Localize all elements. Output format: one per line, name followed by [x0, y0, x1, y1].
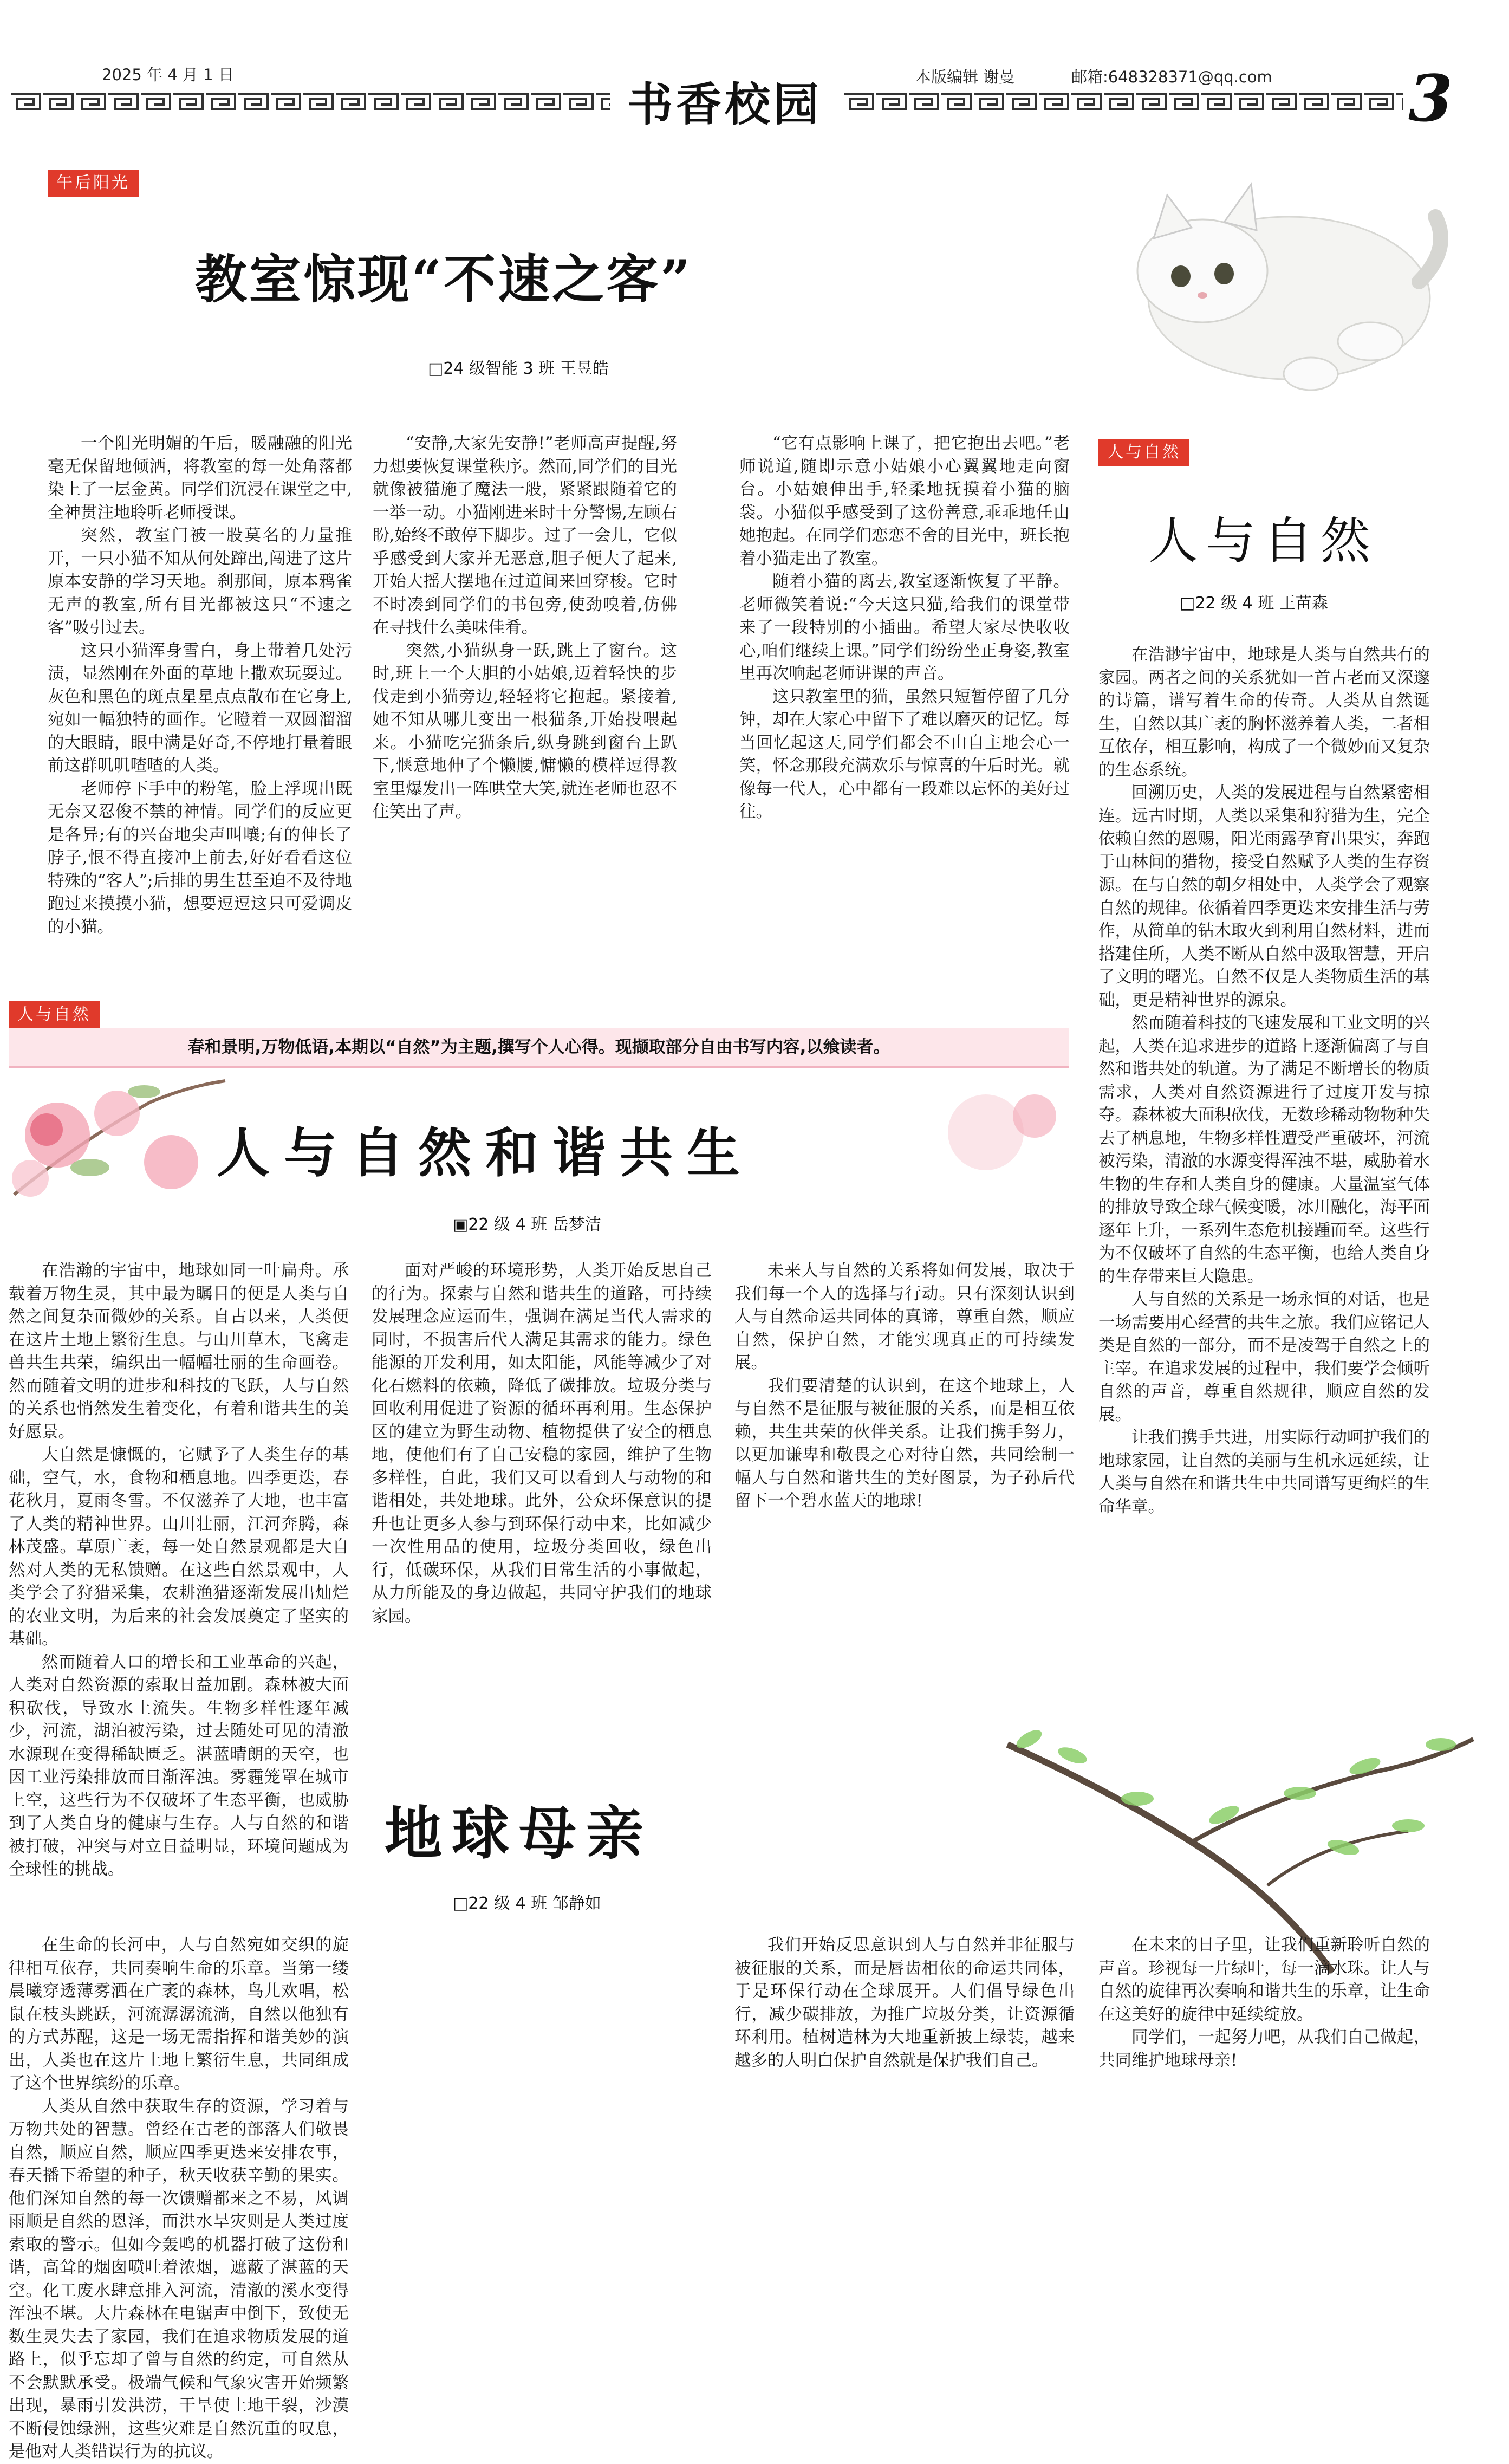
- article2-byline: □22 级 4 班 王苗森: [1180, 594, 1328, 613]
- article1-paragraph: 突然,小猫纵身一跃,跳上了窗台。这时,班上一个大胆的小姑娘,迈着轻快的步伐走到小猫旁边,轻轻将它抱起。紧接着,她不知从哪儿变出一根猫条,开始投喂起来。小猫吃完猫条后,纵身跳到窗台上趴下,惬意地伸了个懒腰,慵懒的模样逗得教室里爆发出一阵哄堂大笑,就连老师也忍不住笑出了声。: [373, 641, 677, 821]
- article4-paragraph: 我们开始反思意识到人与自然并非征服与被征服的关系，而是唇齿相依的命运共同体，于是环保行动在全球展开。人们倡导绿色出行，减少碳排放，为推广垃圾分类，让资源循环利用。植树造林为大地重新披上绿装，越来越多的人明白保护自然就是保护我们自己。: [734, 1936, 1075, 2070]
- article3-paragraph: 面对严峻的环境形势，人类开始反思自己的行为。探索与自然和谐共生的道路，可持续发展理念应运而生，强调在满足当代人需求的同时，不损害后代人满足其需求的能力。绿色能源的开发利用，如太阳能，风能等减少了对化石燃料的依赖，降低了碳排放。垃圾分类与回收利用促进了资源的循环再利用。生态保护区的建立为野生动物、植物提供了安全的栖息地，使他们有了自己安稳的家园，维护了生物多样性，自此，我们又可以看到人与动物的和谐相处，共处地球。此外，公众环保意识的提升也让更多人参与到环保行动中来，比如减少一次性用品的使用，垃圾分类回收，绿色出行，低碳环保，从我们日常生活的小事做起，从力所能及的身边做起，共同守护我们的地球家园。: [372, 1261, 712, 1626]
- header-meander-left: [10, 89, 610, 113]
- article1-column-3: [739, 432, 1070, 991]
- article4-column-1: [9, 1934, 349, 2461]
- article2-paragraph: 在浩渺宇宙中，地球是人类与自然共有的家园。两者之间的关系犹如一首古老而又深邃的诗篇，谱写着生命的传奇。人类从自然诞生，自然以其广袤的胸怀滋养着人类，二者相互依存，相互影响，构成了一个微妙而又复杂的生态系统。: [1098, 645, 1430, 780]
- article3-column-2: [372, 1260, 712, 1758]
- article4-paragraph: 人类从自然中获取生存的资源，学习着与万物共处的智慧。曾经在古老的部落人们敬畏自然，顺应自然，顺应四季更迭来安排农事，春天播下希望的种子，秋天收获辛勤的果实。他们深知自然的每一次馈赠都来之不易，风调雨顺是自然的恩泽，而洪水旱灾则是人类过度索取的警示。但如今轰鸣的机器打破了这份和谐，高耸的烟囱喷吐着浓烟，遮蔽了湛蓝的天空。化工废水肆意排入河流，清澈的溪水变得浑浊不堪。大片森林在电锯声中倒下，致使无数生灵失去了家园，我们在追求物质发展的道路上，似乎忘却了曾与自然的约定，可自然从不会默默承受。极端气候和气象灾害开始频繁出现，暴雨引发洪涝，干旱使土地干裂，沙漠不断侵蚀绿洲，这些灾难是自然沉重的叹息，是他对人类错误行为的抗议。: [9, 2097, 349, 2461]
- article1-byline: □24 级智能 3 班 王昱皓: [428, 359, 609, 378]
- section-tag-nature: 人与自然: [9, 1001, 100, 1028]
- article1-paragraph: 老师停下手中的粉笔，脸上浮现出既无奈又忍俊不禁的神情。同学们的反应更是各异;有的兴奋地尖声叫嚷;有的伸长了脖子,恨不得直接冲上前去,好好看看这位特殊的“客人”;后排的男生甚至迫不及待地跑过来摸摸小猫，想要逗逗这只可爱调皮的小猫。: [48, 779, 352, 937]
- article1-paragraph: “安静,大家先安静!”老师高声提醒,努力想要恢复课堂秩序。然而,同学们的目光就像被猫施了魔法一般，紧紧跟随着它的一举一动。小猫刚进来时十分警惕,左顾右盼,始终不敢停下脚步。过了一会儿，它似乎感受到大家并无恶意,胆子便大了起来,开始大摇大摆地在过道间来回穿梭。它时不时凑到同学们的书包旁,使劲嗅着,仿佛在寻找什么美味佳肴。: [373, 434, 677, 637]
- article1-paragraph: 这只教室里的猫，虽然只短暂停留了几分钟，却在大家心中留下了难以磨灭的记忆。每当回忆起这天,同学们都会不由自主地会心一笑，怀念那段充满欢乐与惊喜的午后时光。就像每一代人，心中都有一段难以忘怀的美好过往。: [739, 687, 1070, 821]
- article1-paragraph: 一个阳光明媚的午后，暖融融的阳光毫无保留地倾洒，将教室的每一处角落都染上了一层金黄。同学们沉浸在课堂之中,全神贯注地聆听老师授课。: [48, 434, 352, 522]
- article1-paragraph: 这只小猫浑身雪白，身上带着几处污渍，显然刚在外面的草地上撒欢玩耍过。灰色和黑色的斑点星星点点散布在它身上,宛如一幅独特的画作。它瞪着一双圆溜溜的大眼睛，眼中满是好奇,不停地打量着眼前这群叽叽喳喳的人类。: [48, 641, 352, 775]
- article3-column-1: [9, 1260, 349, 1879]
- newspaper-title: 书香校园: [627, 78, 823, 131]
- article1-title: 教室惊现“不速之客”: [195, 249, 693, 310]
- article3-paragraph: 在浩瀚的宇宙中，地球如同一叶扁舟。承载着万物生灵，其中最为瞩目的便是人类与自然之间复杂而微妙的关系。自古以来，人类便在这片土地上繁衍生息。与山川草木，飞禽走兽共生共荣，编织出一幅幅壮丽的生命画卷。然而随着文明的进步和科技的飞跃，人与自然的关系也悄然发生着变化，有着和谐共生的美好愿景。: [9, 1261, 349, 1442]
- cat-illustration: [1116, 163, 1462, 417]
- article4-byline: □22 级 4 班 邹静如: [453, 1894, 601, 1913]
- section-tag-nature-right: 人与自然: [1098, 439, 1189, 466]
- article4-column-3: [734, 1934, 1075, 2248]
- article2-paragraph: 人与自然的关系是一场永恒的对话，也是一场需要用心经营的共生之旅。我们应铭记人类是自然的一部分，而不是凌驾于自然之上的主宰。在追求发展的过程中，我们要学会倾听自然的声音，尊重自然规律，顺应自然的发展。: [1098, 1290, 1430, 1424]
- article3-paragraph: 未来人与自然的关系将如何发展，取决于我们每一个人的选择与行动。只有深刻认识到人与自然命运共同体的真谛，尊重自然，顺应自然，保护自然，才能实现真正的可持续发展。: [734, 1261, 1075, 1372]
- article3-paragraph: 我们要清楚的认识到，在这个地球上，人与自然不是征服与被征服的关系，而是相互依赖，共生共荣的伙伴关系。让我们携手努力，以更加谦卑和敬畏之心对待自然，共同绘制一幅人与自然和谐共生的美好图景，为子孙后代留下一个碧水蓝天的地球!: [734, 1376, 1075, 1510]
- editor-email: 邮箱:648328371@qq.com: [1071, 68, 1272, 86]
- article2-title: 人与自然: [1148, 512, 1378, 570]
- flower-decoration: [9, 1070, 236, 1205]
- article3-byline: ▣22 级 4 班 岳梦洁: [453, 1215, 601, 1234]
- article4-paragraph: 在生命的长河中，人与自然宛如交织的旋律相互依存，共同奏响生命的乐章。当第一缕晨曦穿透薄雾洒在广袤的森林，鸟儿欢唱，松鼠在枝头跳跃，河流潺潺流淌，自然以他独有的方式苏醒，这是一场无需指挥和谐美妙的演出，人类也在这片土地上繁衍生息，共同组成了这个世界缤纷的乐章。: [9, 1936, 349, 2093]
- issue-date: 2025 年 4 月 1 日: [102, 66, 234, 84]
- article4-paragraph: 在未来的日子里，让我们重新聆听自然的声音。珍视每一片绿叶，每一滴水珠。让人与自然的旋律再次奏响和谐共生的乐章，让生命在这美好的旋律中延续绽放。: [1098, 1936, 1430, 2024]
- article1-column-1: [48, 432, 352, 991]
- article2-paragraph: 然而随着科技的飞速发展和工业文明的兴起，人类在追求进步的道路上逐渐偏离了与自然和谐共处的轨道。为了满足不断增长的物质需求，人类对自然资源进行了过度开发与掠夺。森林被大面积砍伐，无数珍稀动物物种失去了栖息地，生物多样性遭受严重破坏，河流被污染，清澈的水源变得浑浊不堪，威胁着水生物的生存和人类自身的健康。大量温室气体的排放导致全球气候变暖，冰川融化，海平面逐年上升，一系列生态危机接踵而至。这些行为不仅破坏了自然的生态平衡，也给人类自身的生存带来巨大隐患。: [1098, 1014, 1430, 1286]
- article2-paragraph: 让我们携手共进，用实际行动呵护我们的地球家园，让自然的美丽与生机永远延续，让人类与自然在和谐共生中共同谱写更绚烂的生命华章。: [1098, 1428, 1430, 1516]
- article3-title: 人与自然和谐共生: [217, 1122, 754, 1184]
- article1-paragraph: 突然，教室门被一股莫名的力量推开，一只小猫不知从何处蹿出,闯进了这片原本安静的学习天地。刹那间，原本鸦雀无声的教室,所有目光都被这只“不速之客”吸引过去。: [48, 526, 352, 637]
- article2-column: [1098, 644, 1430, 1786]
- header-meander-right: [843, 89, 1403, 113]
- article4-paragraph: 同学们，一起努力吧，从我们自己做起，共同维护地球母亲!: [1098, 2028, 1430, 2070]
- article4-column-4: [1098, 1934, 1430, 2248]
- article3-paragraph: 大自然是慷慨的，它赋予了人类生存的基础，空气，水，食物和栖息地。四季更迭，春花秋月，夏雨冬雪。不仅滋养了大地，也丰富了人类的精神世界。山川壮丽，江河奔腾，森林茂盛。草原广袤，每一处自然景观都是大自然对人类的无私馈赠。在这些自然景观中，人类学会了狩猎采集，农耕渔猎逐渐发展出灿烂的农业文明，为后来的社会发展奠定了坚实的基础。: [9, 1445, 349, 1649]
- editor-credit: 本版编辑 谢曼: [915, 68, 1015, 86]
- article1-paragraph: “它有点影响上课了，把它抱出去吧。”老师说道,随即示意小姑娘小心翼翼地走向窗台。小姑娘伸出手,轻柔地抚摸着小猫的脑袋。小猫似乎感受到了这份善意,乖乖地任由她抱起。在同学们恋恋不舍的目光中，班长抱着小猫走出了教室。: [739, 434, 1070, 568]
- section-tag-afternoon: 午后阳光: [48, 170, 139, 197]
- article1-paragraph: 随着小猫的离去,教室逐渐恢复了平静。老师微笑着说:“今天这只猫,给我们的课堂带来了一段特别的小插曲。希望大家尽快收收心,咱们继续上课。”同学们纷纷坐正身姿,教室里再次响起老师讲课的声音。: [739, 572, 1070, 683]
- theme-banner: 春和景明,万物低语,本期以“自然”为主题,撰写个人心得。现撷取部分自由书写内容,以飨读者。: [9, 1028, 1069, 1068]
- article3-paragraph: 然而随着人口的增长和工业革命的兴起，人类对自然资源的索取日益加剧。森林被大面积砍伐，导致水土流失。生物多样性逐年减少，河流，湖泊被污染，过去随处可见的清澈水源现在变得稀缺匮乏。湛蓝晴朗的天空，也因工业污染排放而日渐浑浊。雾霾笼罩在城市上空，这些行为不仅破坏了生态平衡，也威胁到了人类自身的健康与生存。人与自然的和谐被打破，冲突与对立日益明显，环境问题成为全球性的挑战。: [9, 1652, 349, 1879]
- article2-paragraph: 回溯历史，人类的发展进程与自然紧密相连。远古时期，人类以采集和狩猎为生，完全依赖自然的恩赐，阳光雨露孕育出果实，奔跑于山林间的猎物，接受自然赋予人类的生存资源。在与自然的朝夕相处中，人类学会了观察自然的规律。依循着四季更迭来安排生活与劳作，从简单的钻木取火到利用自然材料，进而搭建住所，人类不断从自然中汲取智慧，开启了文明的曙光。自然不仅是人类物质生活的基础，更是精神世界的源泉。: [1098, 783, 1430, 1010]
- article3-column-3: [734, 1260, 1075, 1758]
- page-number: 3: [1408, 61, 1453, 136]
- article1-column-2: [373, 432, 677, 991]
- article4-title: 地球母亲: [385, 1799, 653, 1867]
- flower-decoration-right: [877, 1084, 1062, 1186]
